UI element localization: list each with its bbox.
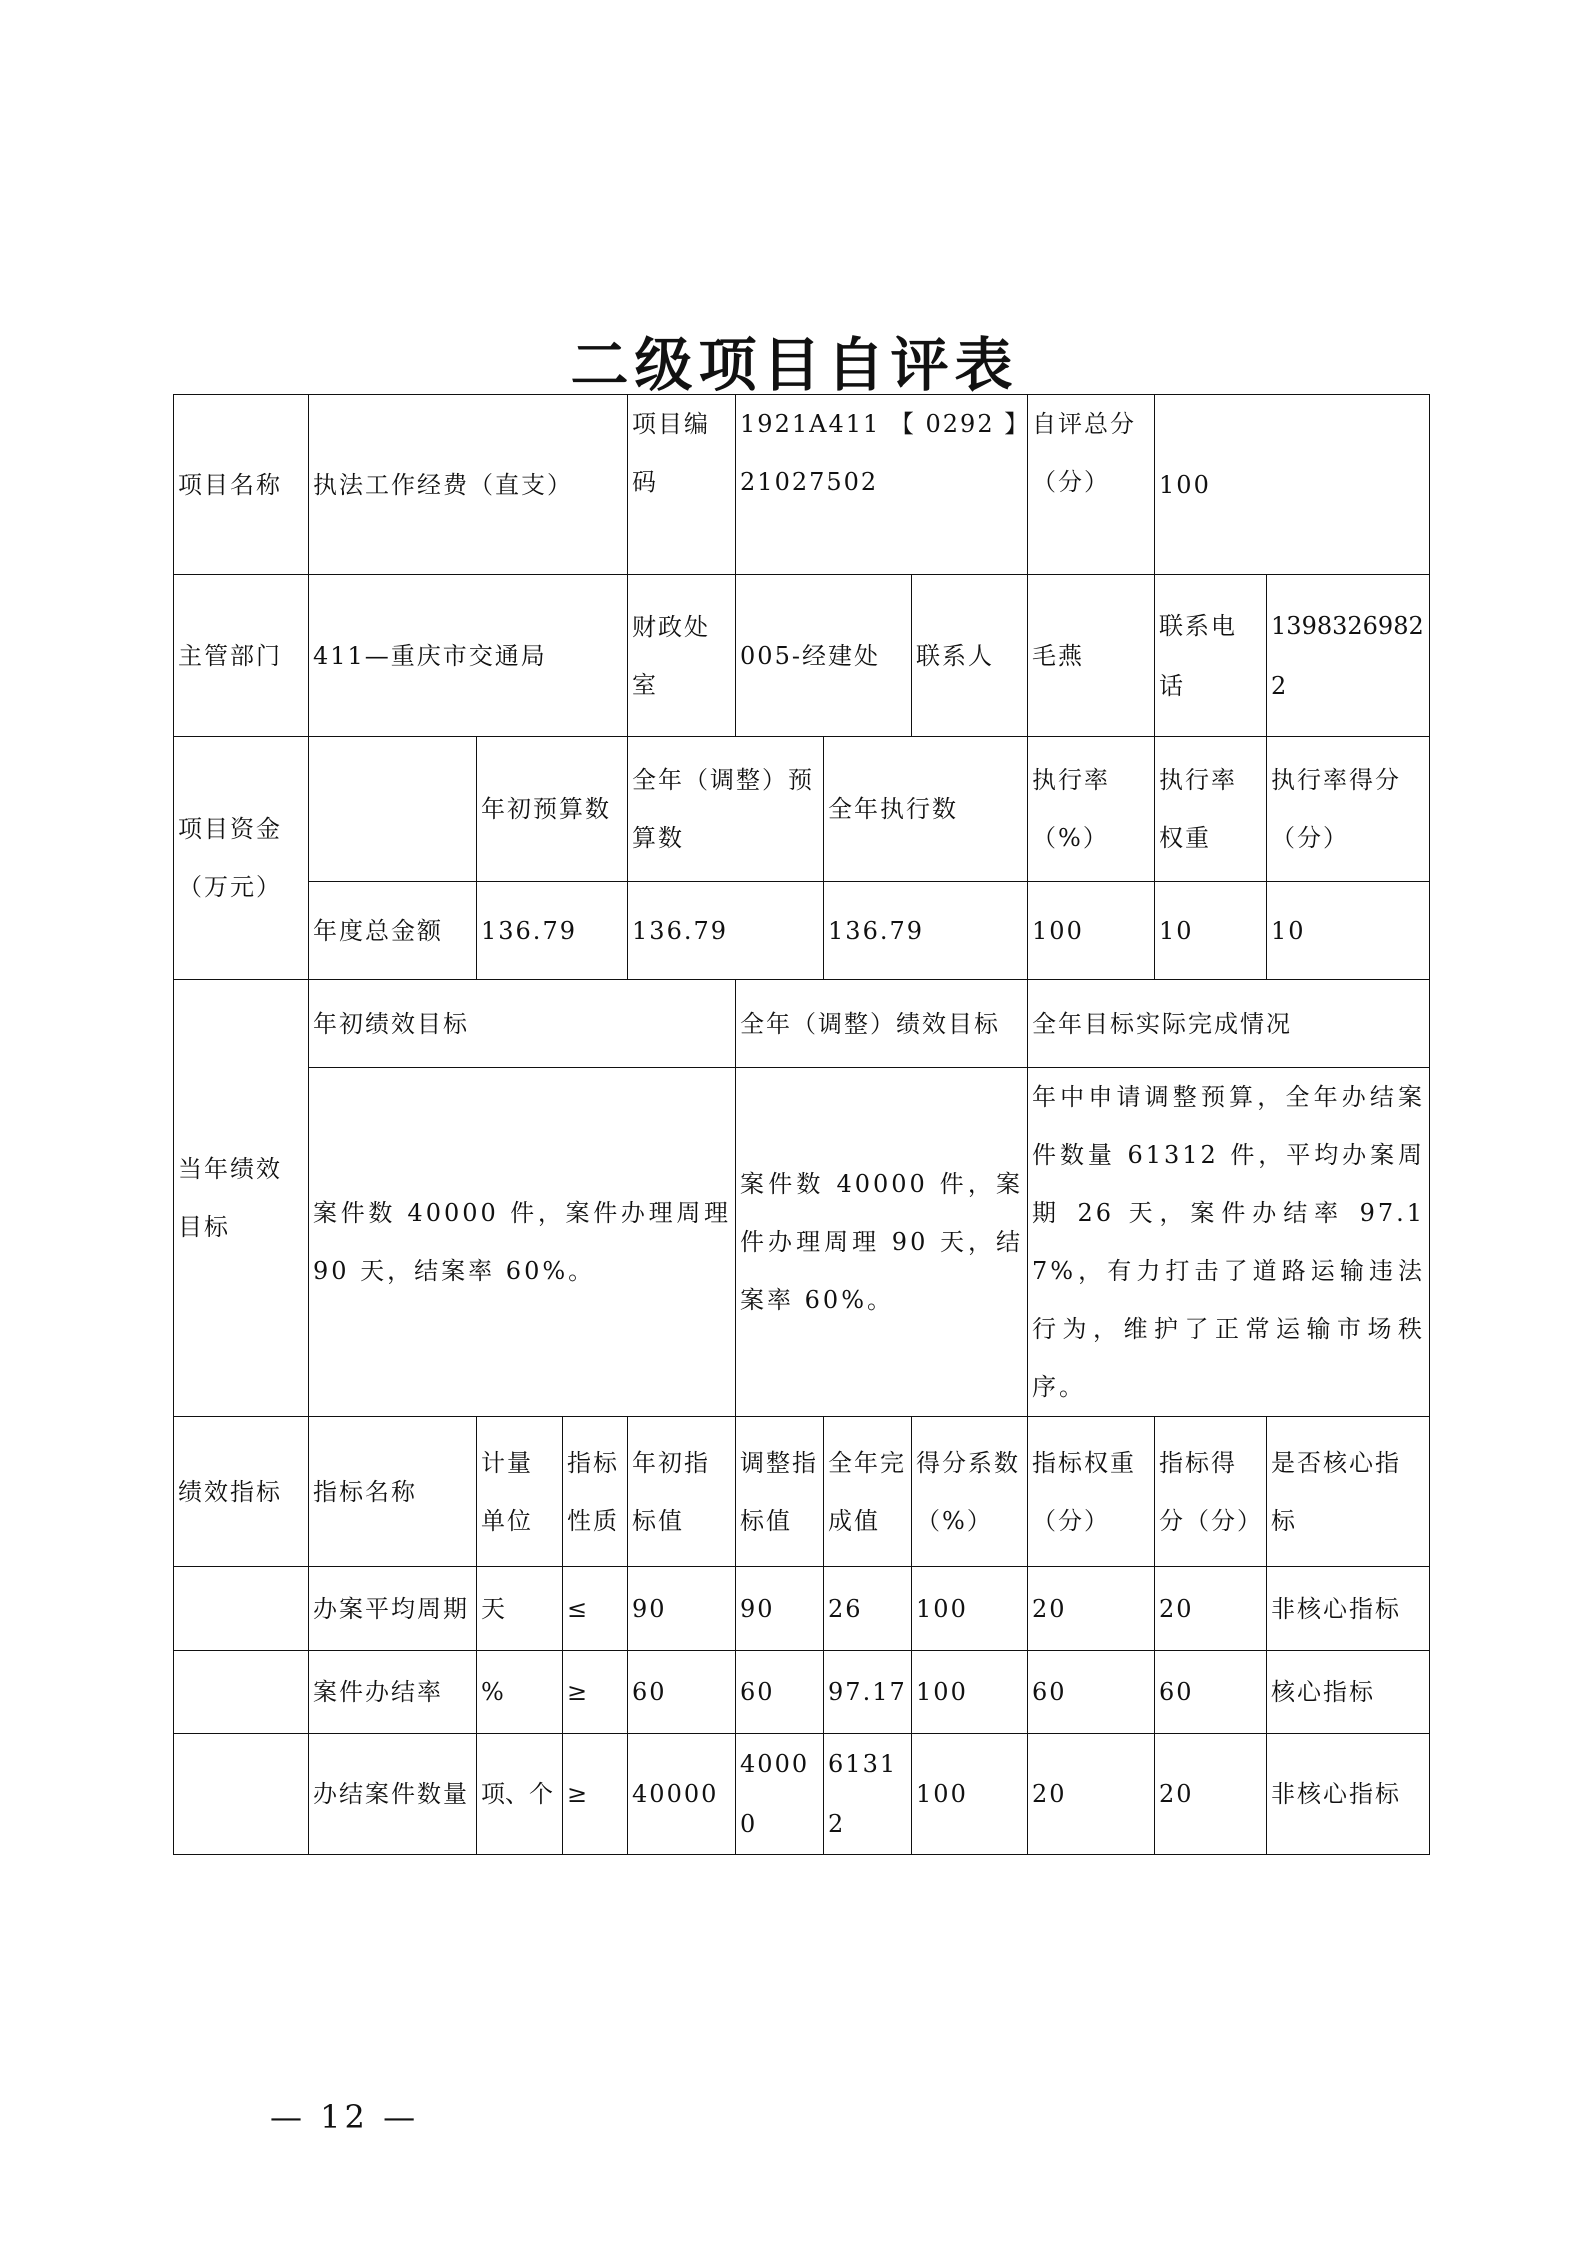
ind-cell: 60 <box>1028 1651 1155 1734</box>
goals-header-actual: 全年目标实际完成情况 <box>1028 980 1430 1068</box>
ind-cell: 60 <box>628 1651 736 1734</box>
ind-cell: 60 <box>1155 1651 1267 1734</box>
funds-row-label: 年度总金额 <box>309 882 477 980</box>
ind-cell: ≥ <box>563 1734 628 1855</box>
contact-value: 毛燕 <box>1028 575 1155 737</box>
phone-value: 13983269822 <box>1267 575 1430 737</box>
table-row <box>174 1567 1430 1651</box>
ind-cell: 办案平均周期 <box>309 1567 477 1651</box>
ind-header-completed: 全年完成值 <box>824 1417 912 1567</box>
table-row <box>174 1651 1430 1734</box>
funds-value-executed: 136.79 <box>824 882 1028 980</box>
funds-header-rate: 执行率（%） <box>1028 737 1155 882</box>
ind-header-unit: 计量单位 <box>477 1417 563 1567</box>
goals-header-adjusted: 全年（调整）绩效目标 <box>736 980 1028 1068</box>
contact-label: 联系人 <box>912 575 1028 737</box>
ind-cell: 案件办结率 <box>309 1651 477 1734</box>
ind-cell: 20 <box>1155 1734 1267 1855</box>
self-score-label: 自评总分（分） <box>1028 395 1155 575</box>
ind-cell: % <box>477 1651 563 1734</box>
ind-cell: 90 <box>736 1567 824 1651</box>
ind-header-coefficient: 得分系数（%） <box>912 1417 1028 1567</box>
ind-header-score: 指标得分（分） <box>1155 1417 1267 1567</box>
ind-cell: 40000 <box>628 1734 736 1855</box>
funds-header-initial: 年初预算数 <box>477 737 628 882</box>
goals-initial-text: 案件数 40000 件，案件办理周理 90 天，结案率 60%。 <box>309 1068 736 1417</box>
ind-cell: 97.17 <box>824 1651 912 1734</box>
ind-cell: 40000 <box>736 1734 824 1855</box>
ind-cell: 天 <box>477 1567 563 1651</box>
project-name-label: 项目名称 <box>174 395 309 575</box>
funds-value-adjusted: 136.79 <box>628 882 824 980</box>
project-code-label: 项目编码 <box>628 395 736 575</box>
ind-cell: ≥ <box>563 1651 628 1734</box>
funds-header-executed: 全年执行数 <box>824 737 1028 882</box>
finance-office-value: 005-经建处 <box>736 575 912 737</box>
self-score-value: 100 <box>1155 395 1430 575</box>
funds-value-initial: 136.79 <box>477 882 628 980</box>
ind-row-blank <box>174 1651 309 1734</box>
ind-row-blank <box>174 1734 309 1855</box>
ind-cell: 办结案件数量 <box>309 1734 477 1855</box>
funds-label: 项目资金（万元） <box>174 737 309 980</box>
funds-header-adjusted: 全年（调整）预算数 <box>628 737 824 882</box>
project-code-value: 1921A411 【 0292 】21027502 <box>736 395 1028 575</box>
indicators-label: 绩效指标 <box>174 1417 309 1567</box>
ind-header-weight: 指标权重（分） <box>1028 1417 1155 1567</box>
goals-header-initial: 年初绩效目标 <box>309 980 736 1068</box>
ind-cell: ≤ <box>563 1567 628 1651</box>
funds-value-weight: 10 <box>1155 882 1267 980</box>
ind-cell: 90 <box>628 1567 736 1651</box>
ind-cell: 60 <box>736 1651 824 1734</box>
ind-header-nature: 指标性质 <box>563 1417 628 1567</box>
finance-office-label: 财政处室 <box>628 575 736 737</box>
phone-label: 联系电话 <box>1155 575 1267 737</box>
funds-header-weight: 执行率权重 <box>1155 737 1267 882</box>
ind-header-initial: 年初指标值 <box>628 1417 736 1567</box>
funds-value-score: 10 <box>1267 882 1430 980</box>
page-title: 二级项目自评表 <box>570 331 1019 399</box>
page-number: — 12 — <box>270 2098 420 2136</box>
goals-actual-text: 年中申请调整预算，全年办结案件数量 61312 件，平均办案周期 26 天，案件办结率 97.17%，有力打击了道路运输违法行为，维护了正常运输市场秩序。 <box>1028 1068 1430 1417</box>
ind-cell: 61312 <box>824 1734 912 1855</box>
ind-cell: 100 <box>912 1567 1028 1651</box>
ind-cell: 26 <box>824 1567 912 1651</box>
ind-cell: 100 <box>912 1734 1028 1855</box>
ind-row-blank <box>174 1567 309 1651</box>
funds-value-rate: 100 <box>1028 882 1155 980</box>
self-evaluation-table <box>173 394 1430 1855</box>
ind-header-name: 指标名称 <box>309 1417 477 1567</box>
ind-cell: 非核心指标 <box>1267 1734 1430 1855</box>
ind-cell: 20 <box>1028 1567 1155 1651</box>
project-name-value: 执法工作经费（直支） <box>309 395 628 575</box>
funds-header-score: 执行率得分（分） <box>1267 737 1430 882</box>
funds-corner <box>309 737 477 882</box>
ind-cell: 100 <box>912 1651 1028 1734</box>
ind-cell: 非核心指标 <box>1267 1567 1430 1651</box>
ind-cell: 项、个 <box>477 1734 563 1855</box>
table-row <box>174 1734 1430 1855</box>
ind-cell: 核心指标 <box>1267 1651 1430 1734</box>
goals-label: 当年绩效目标 <box>174 980 309 1417</box>
ind-header-core: 是否核心指标 <box>1267 1417 1430 1567</box>
dept-label: 主管部门 <box>174 575 309 737</box>
ind-header-adjusted: 调整指标值 <box>736 1417 824 1567</box>
dept-value: 411—重庆市交通局 <box>309 575 628 737</box>
ind-cell: 20 <box>1155 1567 1267 1651</box>
goals-adjusted-text: 案件数 40000 件，案件办理周理 90 天，结案率 60%。 <box>736 1068 1028 1417</box>
ind-cell: 20 <box>1028 1734 1155 1855</box>
